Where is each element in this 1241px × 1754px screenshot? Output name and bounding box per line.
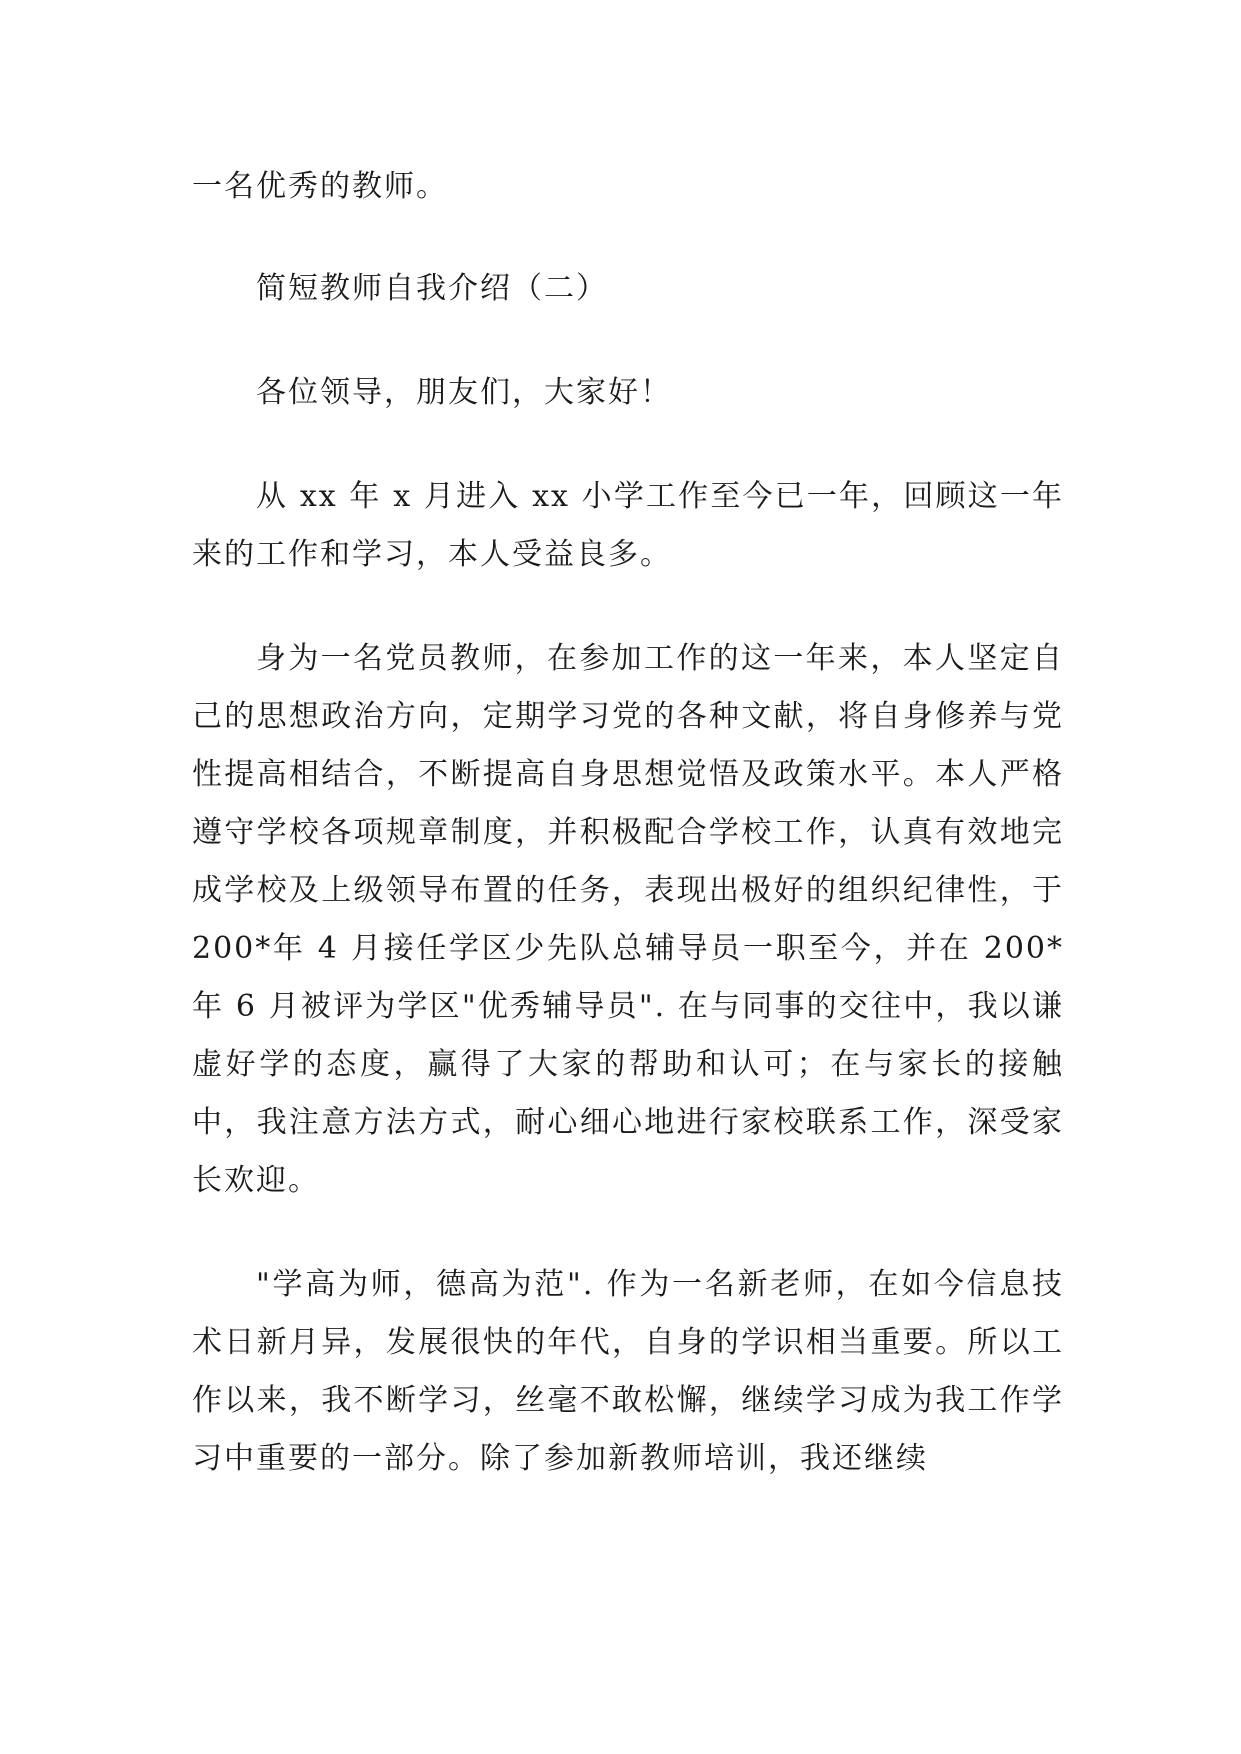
paragraph-intro: 从 xx 年 x 月进入 xx 小学工作至今已一年，回顾这一年来的工作和学习，本人受益良多。: [192, 479, 1064, 572]
paragraph-continuation: 一名优秀的教师。: [192, 169, 448, 204]
greeting-paragraph: 各位领导，朋友们，大家好！: [256, 375, 672, 410]
section-heading: 简短教师自我介绍（二）: [256, 271, 608, 306]
paragraph-learning: "学高为师，德高为范". 作为一名新老师，在如今信息技术日新月异，发展很快的年代，自身的学识相当重要。所以工作以来，我不断学习，丝毫不敢松懈，继续学习成为我工作学习中重要的一部分。除了参加新教师培训，我还继续: [192, 1267, 1064, 1476]
document-page: [192, 158, 1064, 1488]
paragraph-party-member: 身为一名党员教师，在参加工作的这一年来，本人坚定自己的思想政治方向，定期学习党的各种文献，将自身修养与党性提高相结合，不断提高自身思想觉悟及政策水平。本人严格遵守学校各项规章制度，并积极配合学校工作，认真有效地完成学校及上级领导布置的任务，表现出极好的组织纪律性，于 200*年 4 月接任学区少先队总辅导员一职至今，并在 200*年 6 月被评为学区"优秀辅导员". 在与同事的交往中，我以谦虚好学的态度，赢得了大家的帮助和认可；在与家长的接触中，我注意方法方式，耐心细心地进行家校联系工作，深受家长欢迎。: [192, 641, 1064, 1198]
